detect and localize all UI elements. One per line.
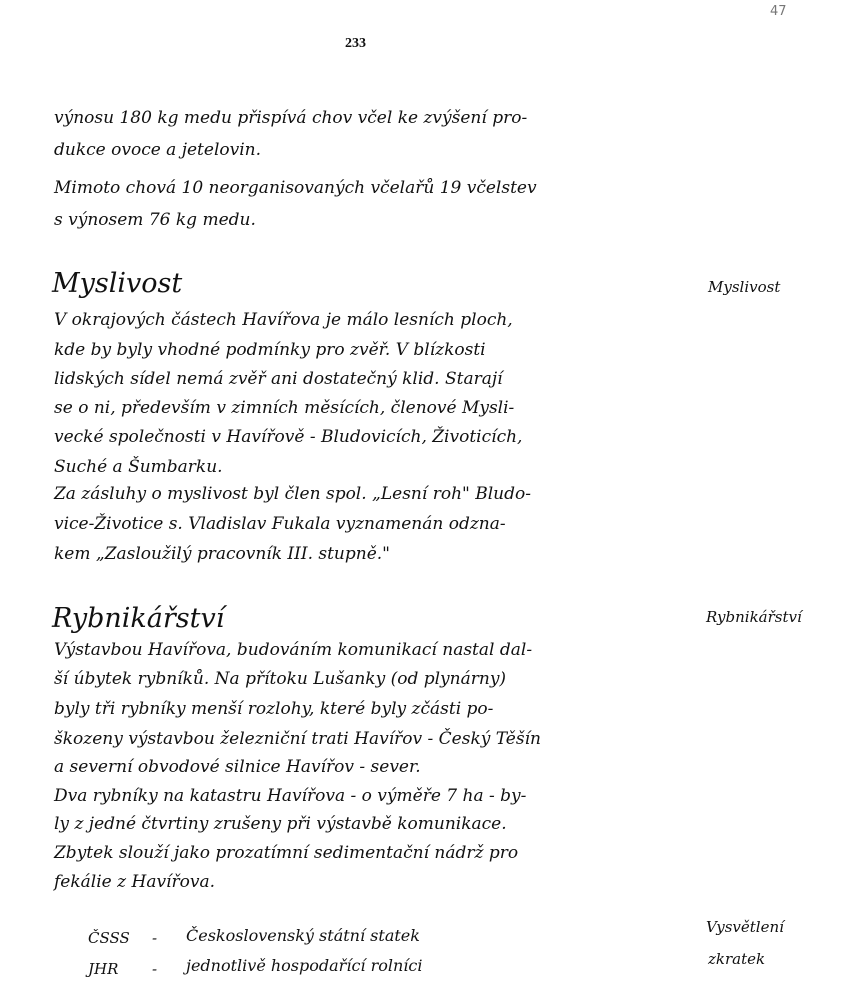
corner-mark: 47 — [770, 4, 787, 19]
rybnikarstvi-line: Výstavbou Havířova, budováním komunikací nastal dal- — [54, 640, 533, 660]
myslivost-line: Za zásluhy o myslivost byl člen spol. „Lesní roh" Bludo- — [54, 484, 531, 504]
margin-note-abbreviations: Vysvětlení — [706, 918, 784, 936]
section-heading-rybnikarstvi: Rybnikářství — [52, 603, 225, 634]
rybnikarstvi-line: ší úbytek rybníků. Na přítoku Lušanky (od plynárny) — [54, 669, 507, 689]
margin-note-abbreviations: zkratek — [708, 950, 766, 968]
intro-line: dukce ovoce a jetelovin. — [54, 140, 262, 160]
rybnikarstvi-line: byly tři rybníky menší rozlohy, které byly zčásti po- — [54, 699, 494, 719]
rybnikarstvi-line: Zbytek slouží jako prozatímní sedimentační nádrž pro — [54, 843, 519, 863]
rybnikarstvi-line: Dva rybníky na katastru Havířova - o výměře 7 ha - by- — [54, 786, 527, 806]
rybnikarstvi-line: škozeny výstavbou železniční trati Havířov - Český Těšín — [54, 729, 541, 749]
intro-line: s výnosem 76 kg medu. — [54, 210, 256, 230]
margin-note-myslivost: Myslivost — [708, 278, 781, 296]
myslivost-line: lidských sídel nemá zvěř ani dostatečný klid. Starají — [54, 369, 503, 389]
myslivost-line: vecké společnosti v Havířově - Bludovicích, Životicích, — [54, 427, 523, 447]
abbreviation-code: ČSSS — [88, 929, 130, 947]
myslivost-line: se o ni, především v zimních měsících, členové Mysli- — [54, 398, 515, 418]
abbreviation-dash: - — [152, 960, 158, 978]
myslivost-line: kde by byly vhodné podmínky pro zvěř. V blízkosti — [54, 340, 486, 360]
rybnikarstvi-line: ly z jedné čtvrtiny zrušeny při výstavbě komunikace. — [54, 814, 507, 834]
margin-note-rybnikarstvi: Rybnikářství — [706, 608, 802, 626]
abbreviation-text: jednotlivě hospodařící rolníci — [186, 956, 423, 975]
abbreviation-text: Československý státní statek — [186, 926, 420, 945]
myslivost-line: kem „Zasloužilý pracovník III. stupně." — [54, 544, 390, 564]
myslivost-line: vice-Životice s. Vladislav Fukala vyznamenán odzna- — [54, 514, 506, 534]
page-number: 233 — [345, 36, 366, 51]
rybnikarstvi-line: fekálie z Havířova. — [54, 872, 215, 892]
intro-line: výnosu 180 kg medu přispívá chov včel ke zvýšení pro- — [54, 108, 528, 128]
abbreviation-code: JHR — [88, 960, 119, 978]
section-heading-myslivost: Myslivost — [52, 268, 183, 299]
intro-line: Mimoto chová 10 neorganisovaných včelařů 19 včelstev — [54, 178, 537, 198]
abbreviation-dash: - — [152, 929, 158, 947]
myslivost-line: V okrajových částech Havířova je málo lesních ploch, — [54, 310, 513, 330]
myslivost-line: Suché a Šumbarku. — [54, 457, 223, 477]
rybnikarstvi-line: a severní obvodové silnice Havířov - sever. — [54, 757, 421, 777]
